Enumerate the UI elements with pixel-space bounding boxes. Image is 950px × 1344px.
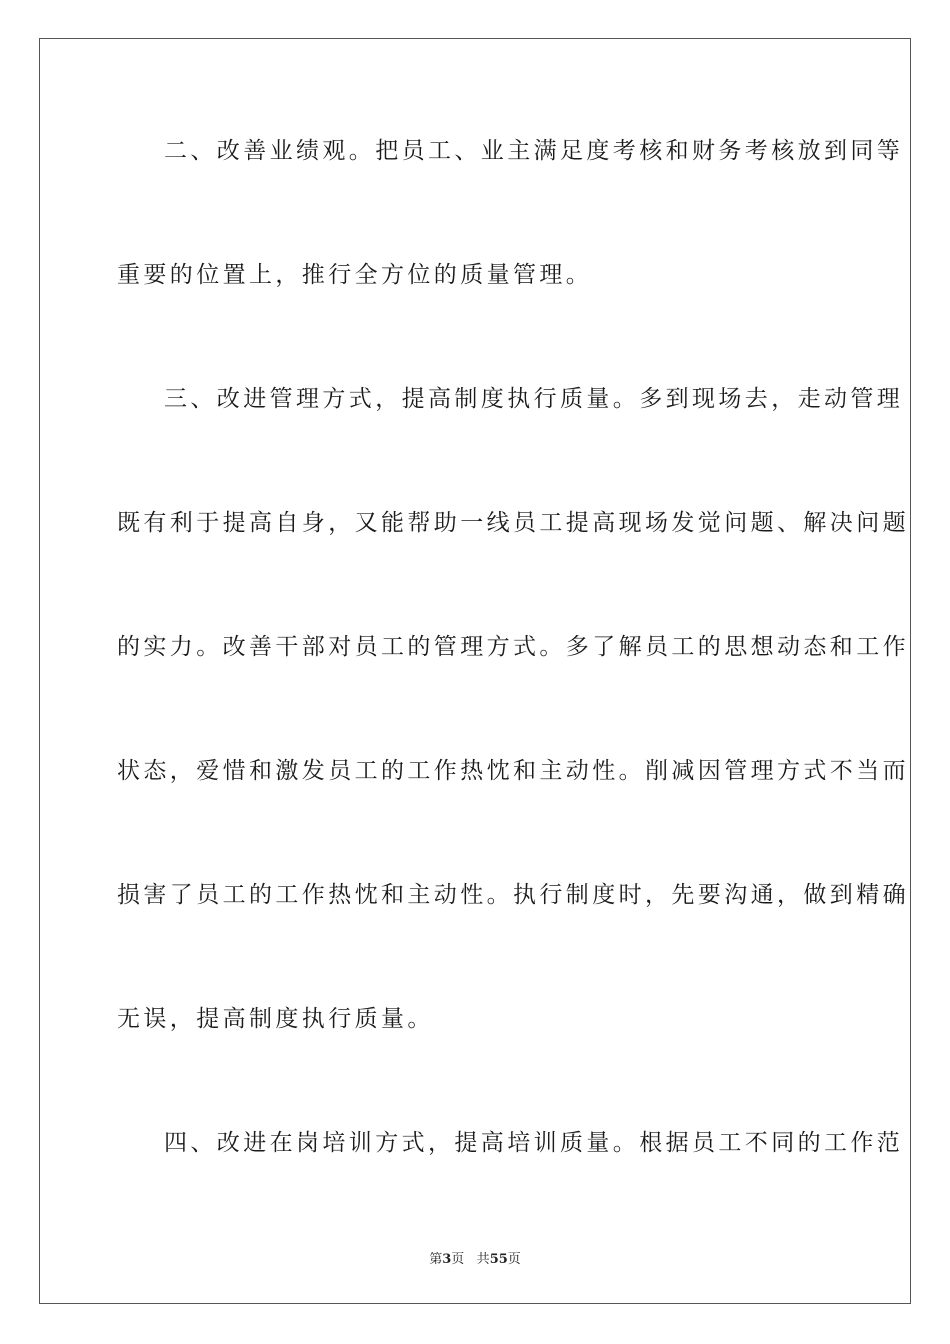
total-prefix: 共 [476, 1252, 490, 1267]
paragraph-line: 状态，爱惜和激发员工的工作热忱和主动性。削减因管理方式不当而 [117, 758, 909, 784]
page-prefix: 第 [429, 1252, 443, 1267]
total-pages: 55 [489, 1252, 508, 1267]
page-footer [0, 1248, 950, 1267]
page-suffix: 页 [451, 1252, 465, 1267]
paragraph-line: 三、改进管理方式，提高制度执行质量。多到现场去，走动管理 [164, 386, 904, 412]
page-frame [39, 38, 911, 1304]
paragraph-line: 重要的位置上，推行全方位的质量管理。 [117, 262, 593, 288]
paragraph-line: 的实力。改善干部对员工的管理方式。多了解员工的思想动态和工作 [117, 634, 909, 660]
paragraph-line: 损害了员工的工作热忱和主动性。执行制度时，先要沟通，做到精确 [117, 882, 909, 908]
paragraph-line: 二、改善业绩观。把员工、业主满足度考核和财务考核放到同等 [164, 138, 904, 164]
paragraph-line: 四、改进在岗培训方式，提高培训质量。根据员工不同的工作范 [164, 1130, 904, 1156]
paragraph-line: 无误，提高制度执行质量。 [117, 1006, 434, 1032]
total-suffix: 页 [507, 1252, 521, 1267]
page-number: 3 [442, 1252, 452, 1267]
paragraph-line: 既有利于提高自身，又能帮助一线员工提高现场发觉问题、解决问题 [117, 510, 909, 536]
